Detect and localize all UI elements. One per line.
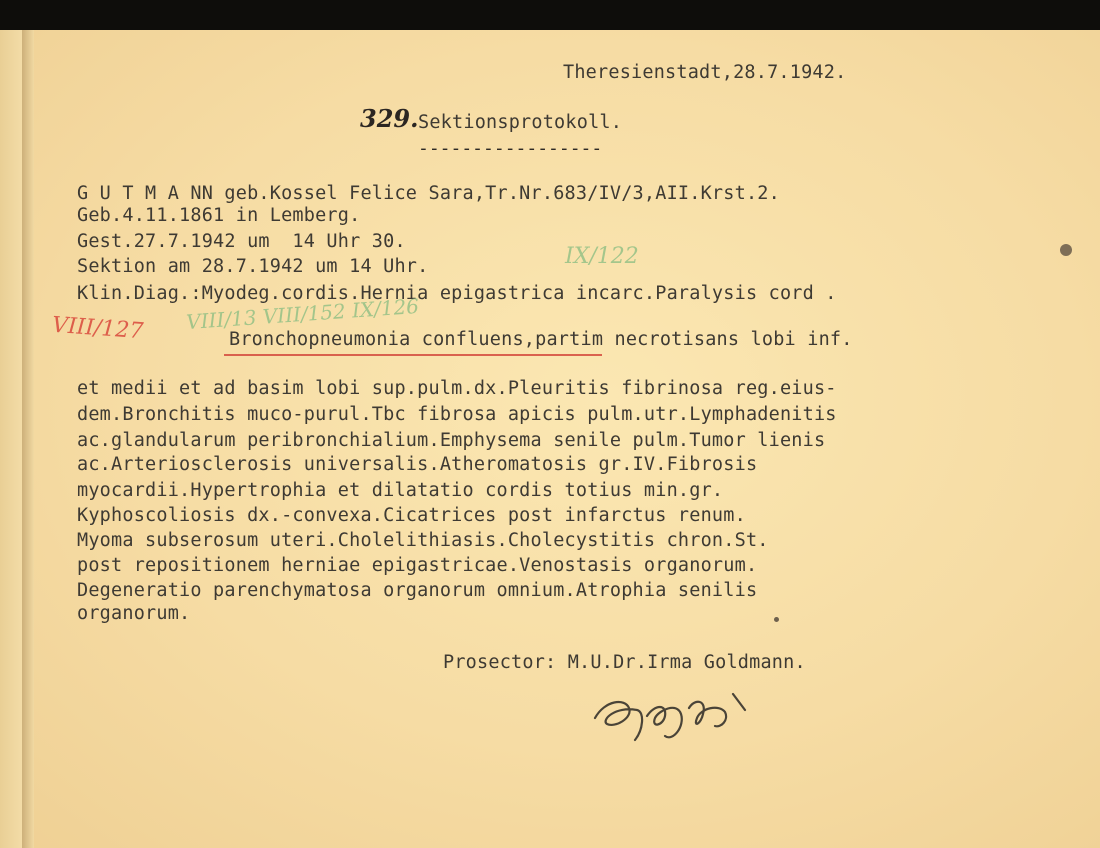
place-date: Theresienstadt,28.7.1942. xyxy=(563,62,847,83)
diagnosis-line: Degeneratio parenchymatosa organorum omnium.Atrophia senilis xyxy=(77,580,758,601)
birth-line: Geb.4.11.1861 in Lemberg. xyxy=(77,205,361,226)
clinical-diagnosis-line: Klin.Diag.:Myodeg.cordis.Hernia epigastrica incarc.Paralysis cord . xyxy=(77,283,837,304)
autopsy-line: Sektion am 28.7.1942 um 14 Uhr. xyxy=(77,256,429,277)
previous-page-edge xyxy=(0,30,24,848)
diagnosis-line: ac.Arteriosclerosis universalis.Atheromatosis gr.IV.Fibrosis xyxy=(77,454,758,475)
diagnosis-line: et medii et ad basim lobi sup.pulm.dx.Pleuritis fibrinosa reg.eius- xyxy=(77,378,837,399)
diagnosis-line: dem.Bronchitis muco-purul.Tbc fibrosa apicis pulm.utr.Lymphadenitis xyxy=(77,404,837,425)
prosector-line: Prosector: M.U.Dr.Irma Goldmann. xyxy=(443,652,806,673)
book-gutter xyxy=(22,30,34,848)
ink-spot xyxy=(1060,244,1072,256)
protocol-number: 329. xyxy=(360,104,419,133)
green-pencil-annotation: VIII/13 VIII/152 IX/126 xyxy=(185,293,420,335)
green-pencil-annotation-right: IX/122 xyxy=(565,244,639,269)
diagnosis-line: post repositionem herniae epigastricae.Venostasis organorum. xyxy=(77,555,758,576)
ink-spot-small xyxy=(774,617,779,622)
red-pencil-annotation: VIII/127 xyxy=(51,312,145,345)
diagnosis-line: myocardii.Hypertrophia et dilatatio cordis totius min.gr. xyxy=(77,480,724,501)
patient-line: G U T M A NN geb.Kossel Felice Sara,Tr.Nr.683/IV/3,AII.Krst.2. xyxy=(77,183,780,204)
diagnosis-line: organorum. xyxy=(77,603,191,624)
handwritten-signature xyxy=(585,680,765,750)
death-line: Gest.27.7.1942 um 14 Uhr 30. xyxy=(77,231,406,252)
red-underline xyxy=(224,354,602,356)
diagnosis-line: Myoma subserosum uteri.Cholelithiasis.Cholecystitis chron.St. xyxy=(77,530,769,551)
document-title: Sektionsprotokoll. xyxy=(418,112,623,133)
diagnosis-line: ac.glandularum peribronchialium.Emphysema senile pulm.Tumor lienis xyxy=(77,430,826,451)
diagnosis-line: Kyphoscoliosis dx.-convexa.Cicatrices post infarctus renum. xyxy=(77,505,746,526)
title-rule: ----------------- xyxy=(418,138,603,159)
diagnosis-first-line: Bronchopneumonia confluens,partim necrotisans lobi inf. xyxy=(229,329,853,350)
